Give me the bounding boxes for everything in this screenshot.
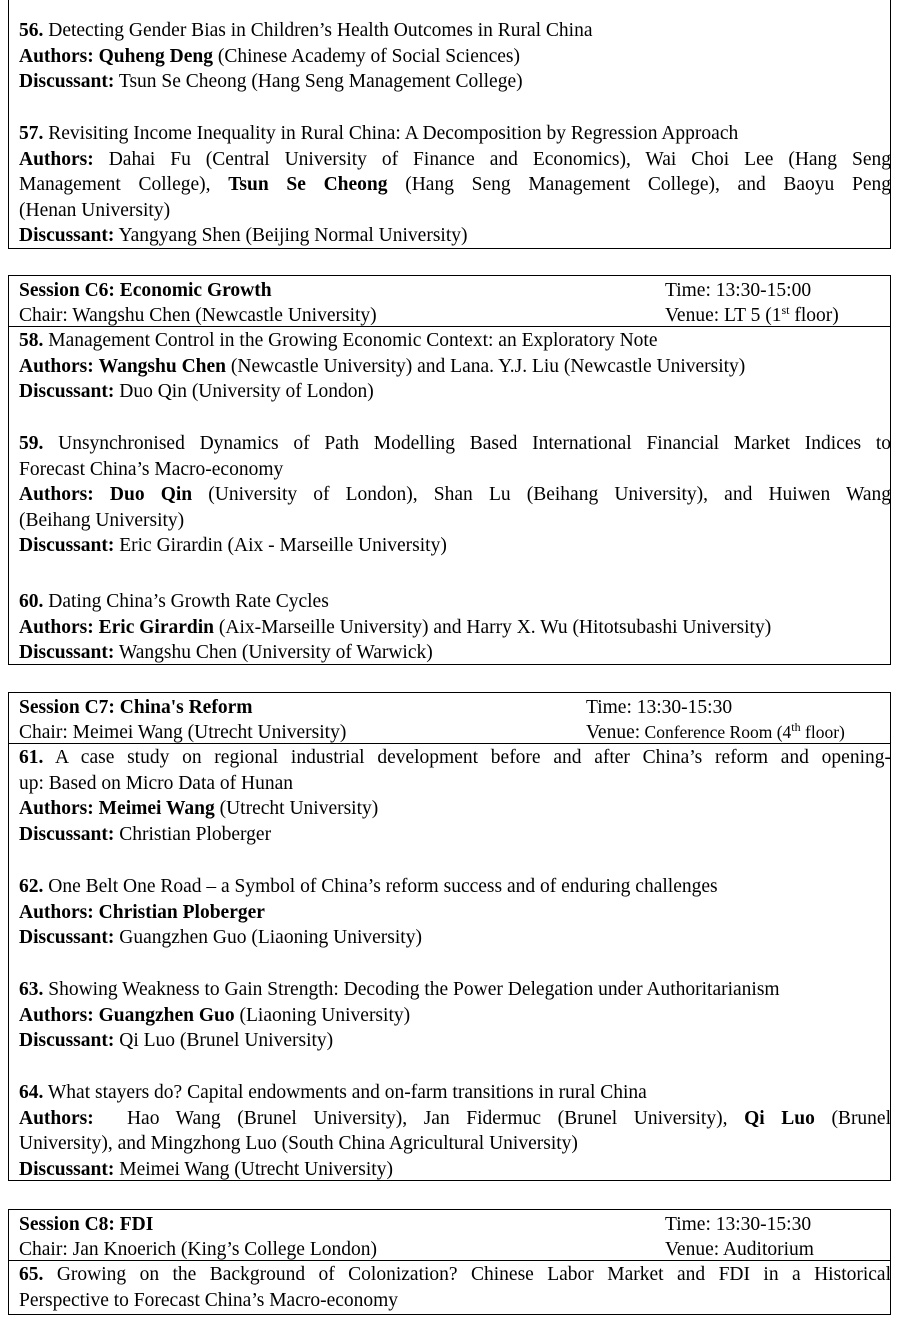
paper-title: 58. Management Control in the Growing Economic Context: an Exploratory Note	[19, 330, 658, 351]
paper-title: 60. Dating China’s Growth Rate Cycles	[19, 591, 329, 612]
paper-authors-cont: (Beihang University)	[19, 509, 185, 531]
paper-discussant: Discussant: Duo Qin (University of London)	[19, 381, 374, 403]
paper-authors: Authors: Guangzhen Guo (Liaoning University)	[19, 1004, 411, 1026]
paper-title-cont: up: Based on Micro Data of Hunan	[19, 772, 294, 794]
paper-title: 61. A case study on regional industrial development before and after China’s reform and opening-	[19, 747, 891, 768]
session-title: Session C8: FDI	[19, 1214, 154, 1235]
session-c6-header	[8, 275, 891, 327]
session-chair: Chair: Meimei Wang (Utrecht University)	[19, 722, 347, 743]
paper-title: 62. One Belt One Road – a Symbol of China’s reform success and of enduring challenges	[19, 876, 718, 897]
paper-57	[19, 121, 891, 249]
paper-title: 63. Showing Weakness to Gain Strength: Decoding the Power Delegation under Authoritarianism	[19, 979, 780, 1000]
session-chair: Chair: Jan Knoerich (King’s College London)	[19, 1239, 377, 1260]
paper-discussant: Discussant: Meimei Wang (Utrecht University)	[19, 1158, 393, 1180]
session-time: Time: 13:30-15:30	[586, 697, 733, 718]
paper-authors-cont: Management College), Tsun Se Cheong (Hang Seng Management College), and Baoyu Peng	[19, 174, 891, 196]
session-venue: Venue: Conference Room (4th floor)	[586, 720, 845, 743]
paper-discussant: Discussant: Yangyang Shen (Beijing Normal University)	[19, 225, 468, 247]
paper-discussant: Discussant: Guangzhen Guo (Liaoning University)	[19, 927, 422, 949]
paper-title: 65. Growing on the Background of Colonization? Chinese Labor Market and FDI in a Historical	[19, 1264, 891, 1285]
paper-authors: Authors: Quheng Deng (Chinese Academy of Social Sciences)	[19, 45, 520, 67]
paper-authors: Authors: Dahai Fu (Central University of Finance and Economics), Wai Choi Lee (Hang Seng	[19, 148, 892, 170]
session-time: Time: 13:30-15:00	[665, 280, 812, 301]
paper-58	[19, 328, 891, 405]
paper-56	[19, 18, 891, 95]
paper-authors-cont: University), and Mingzhong Luo (South China Agricultural University)	[19, 1133, 578, 1155]
paper-authors: Authors: Eric Girardin (Aix-Marseille University) and Harry X. Wu (Hitotsubashi University)	[19, 616, 772, 638]
paper-title: 59. Unsynchronised Dynamics of Path Modelling Based International Financial Market Indices to	[19, 433, 891, 454]
paper-61	[19, 745, 891, 847]
paper-discussant: Discussant: Qi Luo (Brunel University)	[19, 1030, 334, 1052]
paper-64	[19, 1080, 891, 1182]
paper-59	[19, 431, 891, 559]
session-venue: Venue: Auditorium	[665, 1239, 814, 1260]
paper-authors: Authors: Christian Ploberger	[19, 901, 265, 923]
paper-discussant: Discussant: Tsun Se Cheong (Hang Seng Management College)	[19, 71, 523, 93]
paper-60	[19, 589, 891, 666]
session-c7-header	[8, 692, 891, 744]
paper-authors: Authors: Meimei Wang (Utrecht University)	[19, 798, 379, 820]
session-chair: Chair: Wangshu Chen (Newcastle University)	[19, 305, 377, 326]
paper-title-cont: Forecast China’s Macro-economy	[19, 458, 284, 480]
paper-65	[19, 1262, 891, 1313]
paper-authors-cont: (Henan University)	[19, 199, 171, 221]
paper-62	[19, 874, 891, 951]
paper-discussant: Discussant: Christian Ploberger	[19, 823, 272, 845]
paper-title: 57. Revisiting Income Inequality in Rural China: A Decomposition by Regression Approach	[19, 123, 739, 144]
paper-63	[19, 977, 891, 1054]
session-title: Session C6: Economic Growth	[19, 280, 272, 301]
paper-discussant: Discussant: Wangshu Chen (University of Warwick)	[19, 642, 433, 664]
paper-authors: Authors: Hao Wang (Brunel University), Jan Fidermuc (Brunel University), Qi Luo (Brunel	[19, 1107, 892, 1129]
paper-title: 56. Detecting Gender Bias in Children’s Health Outcomes in Rural China	[19, 20, 593, 41]
paper-authors: Authors: Wangshu Chen (Newcastle University) and Lana. Y.J. Liu (Newcastle University)	[19, 355, 746, 377]
session-venue: Venue: LT 5 (1st floor)	[665, 303, 839, 326]
paper-title-cont: Perspective to Forecast China’s Macro-economy	[19, 1289, 399, 1311]
paper-discussant: Discussant: Eric Girardin (Aix - Marseille University)	[19, 535, 447, 557]
session-c8-header	[8, 1209, 891, 1261]
paper-title: 64. What stayers do? Capital endowments and on-farm transitions in rural China	[19, 1082, 647, 1103]
paper-authors: Authors: Duo Qin (University of London), Shan Lu (Beihang University), and Huiwen Wang	[19, 484, 891, 506]
session-time: Time: 13:30-15:30	[665, 1214, 812, 1235]
session-title: Session C7: China's Reform	[19, 697, 253, 718]
